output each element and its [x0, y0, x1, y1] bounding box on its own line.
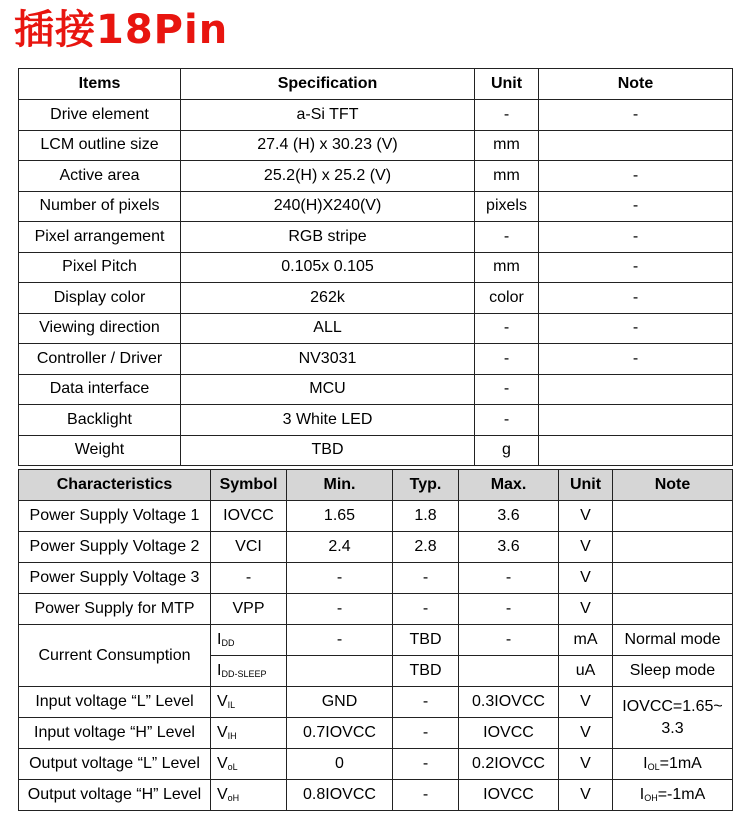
- header-unit: Unit: [559, 470, 613, 501]
- characteristics-table: [18, 469, 733, 811]
- spec-value-cell: 240(H)X240(V): [181, 191, 475, 222]
- note-cell: [613, 594, 733, 625]
- spec-value-cell: RGB stripe: [181, 222, 475, 253]
- spec-item-cell: Data interface: [19, 374, 181, 405]
- header-note: Note: [613, 470, 733, 501]
- min-cell: 0.8IOVCC: [287, 780, 393, 811]
- note-subscript: OH: [644, 793, 658, 803]
- symbol-main: V: [217, 786, 228, 803]
- header-note: Note: [539, 69, 733, 100]
- symbol-cell: [211, 780, 287, 811]
- min-cell: [287, 656, 393, 687]
- symbol-cell: VCI: [211, 532, 287, 563]
- max-cell: IOVCC: [459, 718, 559, 749]
- symbol-cell: [211, 656, 287, 687]
- max-cell: -: [459, 563, 559, 594]
- unit-cell: uA: [559, 656, 613, 687]
- header-typ: Typ.: [393, 470, 459, 501]
- symbol-cell: -: [211, 563, 287, 594]
- typ-cell: -: [393, 780, 459, 811]
- spec-unit-cell: -: [475, 100, 539, 131]
- max-cell: [459, 656, 559, 687]
- spec-item-cell: LCM outline size: [19, 130, 181, 161]
- table-row: [19, 283, 733, 314]
- note-line-1: IOVCC=1.65~: [622, 697, 723, 715]
- min-cell: 1.65: [287, 501, 393, 532]
- spec-unit-cell: -: [475, 405, 539, 436]
- characteristic-name: Output voltage “L” Level: [19, 749, 211, 780]
- characteristic-name: Power Supply for MTP: [19, 594, 211, 625]
- table-row: [19, 344, 733, 375]
- spec-item-cell: Number of pixels: [19, 191, 181, 222]
- min-cell: 0.7IOVCC: [287, 718, 393, 749]
- unit-cell: V: [559, 687, 613, 718]
- typ-cell: -: [393, 563, 459, 594]
- spec-value-cell: a-Si TFT: [181, 100, 475, 131]
- unit-cell: V: [559, 563, 613, 594]
- symbol-main: V: [217, 693, 228, 710]
- symbol-main: I: [217, 662, 222, 679]
- max-cell: IOVCC: [459, 780, 559, 811]
- characteristic-name: Input voltage “H” Level: [19, 718, 211, 749]
- note-main: I: [643, 755, 648, 772]
- spec-unit-cell: g: [475, 435, 539, 466]
- spec-value-cell: 27.4 (H) x 30.23 (V): [181, 130, 475, 161]
- min-cell: 2.4: [287, 532, 393, 563]
- min-cell: 0: [287, 749, 393, 780]
- unit-cell: V: [559, 501, 613, 532]
- note-cell: [613, 563, 733, 594]
- spec-body: [19, 100, 733, 466]
- unit-cell: V: [559, 532, 613, 563]
- spec-item-cell: Backlight: [19, 405, 181, 436]
- table-row: [19, 687, 733, 718]
- spec-value-cell: NV3031: [181, 344, 475, 375]
- symbol-cell: [211, 687, 287, 718]
- spec-item-cell: Controller / Driver: [19, 344, 181, 375]
- symbol-subscript: oH: [227, 793, 240, 803]
- table-row: [19, 625, 733, 656]
- table-row: [19, 252, 733, 283]
- table-row: [19, 313, 733, 344]
- page-title: 插接18Pin: [14, 7, 229, 53]
- table-row: [19, 191, 733, 222]
- characteristic-name: Power Supply Voltage 2: [19, 532, 211, 563]
- chars-header-row: [19, 470, 733, 501]
- characteristic-name: Current Consumption: [19, 625, 211, 687]
- note-cell: [613, 687, 733, 749]
- header-items: Items: [19, 69, 181, 100]
- max-cell: 3.6: [459, 501, 559, 532]
- spec-item-cell: Pixel Pitch: [19, 252, 181, 283]
- symbol-subscript: IL: [227, 700, 236, 710]
- note-subscript: OL: [647, 762, 660, 772]
- symbol-main: V: [217, 724, 228, 741]
- characteristic-name: Output voltage “H” Level: [19, 780, 211, 811]
- spec-note-cell: [539, 405, 733, 436]
- characteristic-name: Power Supply Voltage 1: [19, 501, 211, 532]
- spec-value-cell: 262k: [181, 283, 475, 314]
- spec-unit-cell: -: [475, 313, 539, 344]
- max-cell: 0.3IOVCC: [459, 687, 559, 718]
- typ-cell: -: [393, 718, 459, 749]
- spec-note-cell: -: [539, 161, 733, 192]
- note-cell: [613, 501, 733, 532]
- note-rest: =1mA: [659, 755, 702, 772]
- spec-note-cell: -: [539, 283, 733, 314]
- note-cell: [613, 749, 733, 780]
- characteristic-name: Power Supply Voltage 3: [19, 563, 211, 594]
- table-row: [19, 161, 733, 192]
- header-max: Max.: [459, 470, 559, 501]
- spec-unit-cell: -: [475, 222, 539, 253]
- spec-note-cell: [539, 374, 733, 405]
- note-line-2: 3.3: [661, 719, 684, 737]
- table-row: [19, 405, 733, 436]
- spec-value-cell: 3 White LED: [181, 405, 475, 436]
- table-row: [19, 100, 733, 131]
- note-rest: =-1mA: [657, 786, 706, 803]
- max-cell: -: [459, 625, 559, 656]
- spec-unit-cell: mm: [475, 252, 539, 283]
- spec-note-cell: -: [539, 191, 733, 222]
- spec-value-cell: ALL: [181, 313, 475, 344]
- spec-value-cell: 25.2(H) x 25.2 (V): [181, 161, 475, 192]
- typ-cell: TBD: [393, 625, 459, 656]
- spec-note-cell: -: [539, 252, 733, 283]
- spec-unit-cell: color: [475, 283, 539, 314]
- note-main: I: [639, 786, 645, 803]
- unit-cell: V: [559, 718, 613, 749]
- spec-unit-cell: -: [475, 374, 539, 405]
- spec-note-cell: [539, 130, 733, 161]
- spec-value-cell: 0.105x 0.105: [181, 252, 475, 283]
- symbol-subscript: IH: [227, 731, 237, 741]
- max-cell: 0.2IOVCC: [459, 749, 559, 780]
- table-row: [19, 749, 733, 780]
- typ-cell: -: [393, 749, 459, 780]
- table-row: [19, 222, 733, 253]
- note-cell: [613, 780, 733, 811]
- min-cell: -: [287, 594, 393, 625]
- note-cell: [613, 532, 733, 563]
- spec-unit-cell: mm: [475, 161, 539, 192]
- spec-unit-cell: -: [475, 344, 539, 375]
- spec-note-cell: [539, 435, 733, 466]
- table-row: [19, 501, 733, 532]
- symbol-cell: [211, 718, 287, 749]
- spec-item-cell: Display color: [19, 283, 181, 314]
- table-row: [19, 563, 733, 594]
- table-row: [19, 780, 733, 811]
- header-symbol: Symbol: [211, 470, 287, 501]
- typ-cell: 1.8: [393, 501, 459, 532]
- header-characteristics: Characteristics: [19, 470, 211, 501]
- note-cell: Normal mode: [613, 625, 733, 656]
- spec-item-cell: Pixel arrangement: [19, 222, 181, 253]
- min-cell: GND: [287, 687, 393, 718]
- specification-table: [18, 68, 733, 466]
- min-cell: -: [287, 563, 393, 594]
- max-cell: -: [459, 594, 559, 625]
- symbol-subscript: oL: [227, 762, 238, 772]
- table-row: [19, 435, 733, 466]
- min-cell: -: [287, 625, 393, 656]
- unit-cell: V: [559, 780, 613, 811]
- spec-item-cell: Active area: [19, 161, 181, 192]
- table-row: [19, 532, 733, 563]
- unit-cell: mA: [559, 625, 613, 656]
- header-min: Min.: [287, 470, 393, 501]
- typ-cell: -: [393, 687, 459, 718]
- symbol-cell: [211, 625, 287, 656]
- spec-note-cell: -: [539, 222, 733, 253]
- typ-cell: 2.8: [393, 532, 459, 563]
- max-cell: 3.6: [459, 532, 559, 563]
- header-specification: Specification: [181, 69, 475, 100]
- spec-header-row: [19, 69, 733, 100]
- symbol-cell: IOVCC: [211, 501, 287, 532]
- typ-cell: TBD: [393, 656, 459, 687]
- spec-value-cell: MCU: [181, 374, 475, 405]
- characteristic-name: Input voltage “L” Level: [19, 687, 211, 718]
- unit-cell: V: [559, 749, 613, 780]
- header-unit: Unit: [475, 69, 539, 100]
- spec-note-cell: -: [539, 313, 733, 344]
- symbol-subscript: DD: [221, 638, 235, 648]
- symbol-cell: [211, 749, 287, 780]
- spec-value-cell: TBD: [181, 435, 475, 466]
- note-cell: Sleep mode: [613, 656, 733, 687]
- spec-unit-cell: pixels: [475, 191, 539, 222]
- symbol-cell: VPP: [211, 594, 287, 625]
- spec-item-cell: Weight: [19, 435, 181, 466]
- spec-item-cell: Viewing direction: [19, 313, 181, 344]
- table-row: [19, 130, 733, 161]
- table-row: [19, 594, 733, 625]
- typ-cell: -: [393, 594, 459, 625]
- symbol-main: V: [217, 755, 228, 772]
- symbol-main: I: [217, 631, 222, 648]
- symbol-subscript: DD-SLEEP: [221, 669, 267, 679]
- spec-unit-cell: mm: [475, 130, 539, 161]
- spec-note-cell: -: [539, 100, 733, 131]
- unit-cell: V: [559, 594, 613, 625]
- table-row: [19, 374, 733, 405]
- spec-item-cell: Drive element: [19, 100, 181, 131]
- spec-note-cell: -: [539, 344, 733, 375]
